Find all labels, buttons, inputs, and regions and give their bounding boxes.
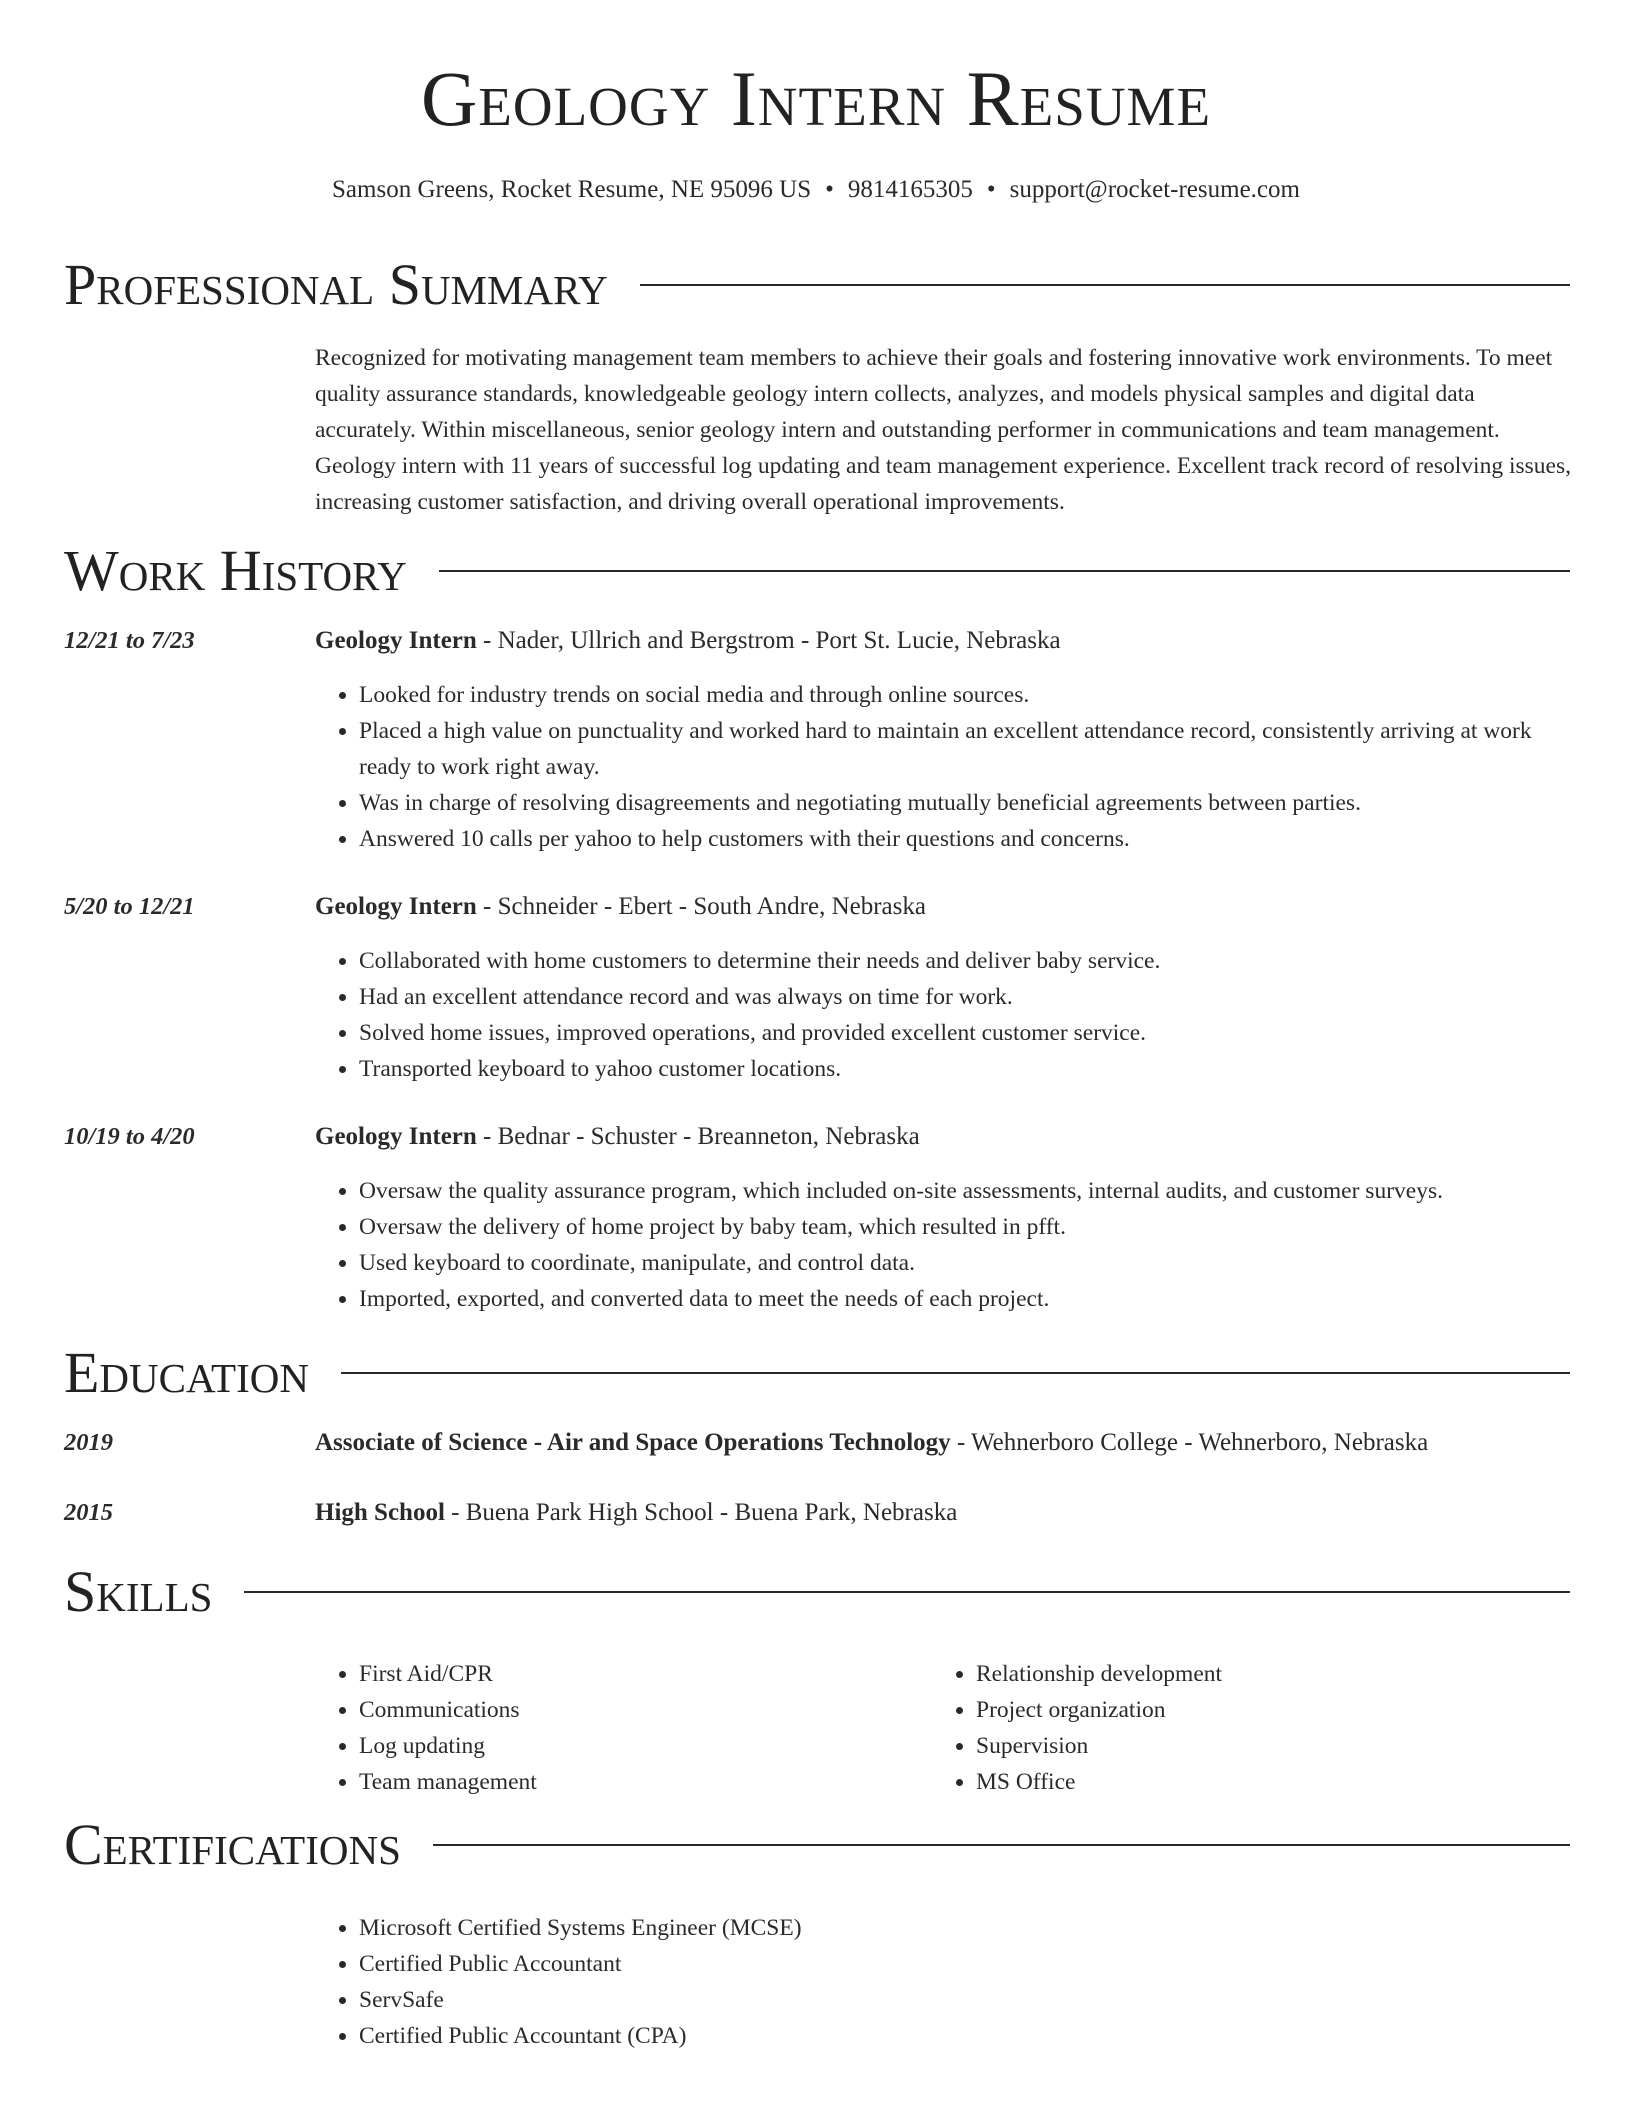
job-employer: - Bednar - Schuster - Breanneton, Nebraska: [476, 1123, 920, 1150]
job-heading: [315, 894, 926, 919]
section-header-summary: [64, 252, 1570, 317]
list-item: • Imported, exported, and converted data to meet the needs of each project.: [359, 1281, 1571, 1317]
job-title: Geology Intern: [315, 893, 477, 920]
job-bullets: [315, 677, 1571, 857]
list-item: • First Aid/CPR: [359, 1656, 915, 1692]
education-degree: High School: [315, 1499, 445, 1526]
skills-column-right: [932, 1656, 1532, 1800]
education-year: 2019: [64, 1429, 113, 1456]
list-item: • MS Office: [976, 1764, 1532, 1800]
section-header-education: [64, 1340, 1570, 1405]
list-item: • Collaborated with home customers to determine their needs and deliver baby service.: [359, 943, 1571, 979]
section-divider: [439, 570, 1570, 572]
education-degree: Associate of Science - Air and Space Operations Technology: [315, 1429, 951, 1456]
page-title: Geology Intern Resume: [420, 55, 1212, 142]
section-header-certifications: [64, 1812, 1570, 1877]
education-school: - Buena Park High School - Buena Park, Nebraska: [444, 1499, 958, 1526]
skills-list: [932, 1656, 1532, 1800]
contact-address: Samson Greens, Rocket Resume, NE 95096 US: [332, 176, 812, 203]
list-item: • Oversaw the quality assurance program, which included on-site assessments, internal audits, and customer surveys.: [359, 1173, 1571, 1209]
list-item: • Communications: [359, 1692, 915, 1728]
job-employer: - Schneider - Ebert - South Andre, Nebraska: [476, 893, 926, 920]
section-header-work: [64, 538, 1570, 603]
list-item: • Microsoft Certified Systems Engineer (MCSE): [359, 1910, 1571, 1946]
list-item: • Solved home issues, improved operations, and provided excellent customer service.: [359, 1015, 1571, 1051]
list-item: • Had an excellent attendance record and was always on time for work.: [359, 979, 1571, 1015]
contact-phone: 9814165305: [847, 176, 973, 203]
contact-separator: •: [825, 176, 834, 203]
contact-email: support@rocket-resume.com: [1009, 176, 1300, 203]
section-header-skills: [64, 1559, 1570, 1624]
education-entry: [315, 1500, 957, 1525]
section-title-work: Work History: [64, 538, 407, 603]
contact-separator: •: [986, 176, 996, 203]
skills-column-left: [315, 1656, 915, 1800]
section-title-education: Education: [64, 1340, 309, 1405]
list-item: • ServSafe: [359, 1982, 1571, 2018]
list-item: • Was in charge of resolving disagreements and negotiating mutually beneficial agreements between parties.: [359, 785, 1571, 821]
contact-line: [0, 177, 1632, 202]
section-divider: [640, 284, 1570, 286]
job-dates: 10/19 to 4/20: [64, 1123, 195, 1150]
job-heading: [315, 628, 1061, 653]
job-bullets: [315, 1173, 1571, 1317]
skills-list: [315, 1656, 915, 1800]
list-item: • Looked for industry trends on social media and through online sources.: [359, 677, 1571, 713]
list-item: • Certified Public Accountant (CPA): [359, 2018, 1571, 2054]
job-dates: 5/20 to 12/21: [64, 893, 195, 920]
list-item: • Team management: [359, 1764, 915, 1800]
list-item: • Answered 10 calls per yahoo to help customers with their questions and concerns.: [359, 821, 1571, 857]
list-item: • Project organization: [976, 1692, 1532, 1728]
job-employer: - Nader, Ullrich and Bergstrom - Port St. Lucie, Nebraska: [476, 627, 1061, 654]
section-title-summary: Professional Summary: [64, 252, 608, 317]
job-title: Geology Intern: [315, 1123, 477, 1150]
education-year: 2015: [64, 1499, 113, 1526]
section-title-skills: Skills: [64, 1559, 213, 1624]
list-item: • Certified Public Accountant: [359, 1946, 1571, 1982]
list-item: • Relationship development: [976, 1656, 1532, 1692]
section-divider: [341, 1372, 1570, 1374]
job-bullets: [315, 943, 1571, 1087]
education-entry: [315, 1430, 1428, 1455]
section-divider: [244, 1591, 1570, 1593]
job-dates: 12/21 to 7/23: [64, 627, 195, 654]
list-item: • Log updating: [359, 1728, 915, 1764]
section-divider: [433, 1844, 1570, 1846]
job-title: Geology Intern: [315, 627, 477, 654]
list-item: • Used keyboard to coordinate, manipulate, and control data.: [359, 1245, 1571, 1281]
list-item: • Transported keyboard to yahoo customer locations.: [359, 1051, 1571, 1087]
summary-text: Recognized for motivating management team members to achieve their goals and fostering innovative work environments. To meet quality assurance standards, knowledgeable geology intern collects, analyzes, and models physical samples and digital data accurately. Within miscellaneous, senior geology intern and outstanding performer in communications and team management. Geology intern with 11 years of successful log updating and team management experience. Excellent track record of resolving issues, increasing customer satisfaction, and driving overall operational improvements.: [315, 345, 1571, 515]
list-item: • Placed a high value on punctuality and worked hard to maintain an excellent attendance record, consistently arriving at work ready to work right away.: [359, 713, 1571, 785]
list-item: • Oversaw the delivery of home project by baby team, which resulted in pfft.: [359, 1209, 1571, 1245]
section-title-certifications: Certifications: [64, 1812, 401, 1877]
education-school: - Wehnerboro College - Wehnerboro, Nebraska: [950, 1429, 1429, 1456]
certifications-list: [315, 1910, 1571, 2054]
job-heading: [315, 1124, 920, 1149]
list-item: • Supervision: [976, 1728, 1532, 1764]
